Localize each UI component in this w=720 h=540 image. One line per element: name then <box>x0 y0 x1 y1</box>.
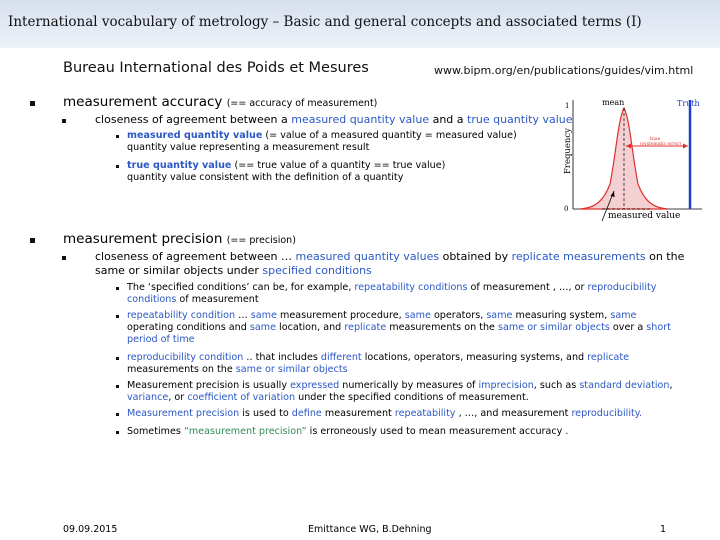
title-bar <box>0 0 720 48</box>
term: standard deviation <box>579 380 670 391</box>
bias-sublabel: (systematic error) <box>640 142 682 147</box>
term: replicate <box>344 322 387 333</box>
text-run: location, and <box>275 322 345 333</box>
text-run: closeness of agreement between … <box>95 250 296 263</box>
text-run: … <box>235 310 251 321</box>
y-tick-top: 1 <box>565 102 570 110</box>
text-run: over a <box>609 322 647 333</box>
text-run: operators, <box>430 310 487 321</box>
accuracy-definition <box>95 113 573 127</box>
true-quantity-value-item <box>127 160 547 184</box>
precision-bullet-repeatability <box>127 310 679 346</box>
term: different <box>320 352 362 363</box>
term: same <box>404 310 431 321</box>
mean-label: mean <box>602 98 625 107</box>
text-run: measurements on the <box>127 364 236 375</box>
text-run: .. that includes <box>243 352 321 363</box>
y-tick-bottom: 0 <box>564 205 569 213</box>
bullet <box>30 101 35 106</box>
term: define <box>291 408 322 419</box>
term: true quantity value <box>127 160 232 171</box>
precision-bullet-definition-use <box>127 408 679 420</box>
term: repeatability conditions <box>354 282 468 293</box>
text-run: The ‘specified conditions’ can be, for example, <box>127 282 355 293</box>
term: period of time <box>127 334 195 345</box>
term: coefficient of variation <box>187 392 296 403</box>
text-run: same or similar objects under <box>95 264 263 277</box>
term: same <box>250 310 277 321</box>
text-run: and a <box>429 113 468 126</box>
page-number: 1 <box>660 524 667 535</box>
accuracy-note: (== accuracy of measurement) <box>226 98 378 109</box>
text-run: measuring system, <box>512 310 611 321</box>
term: short <box>646 322 671 333</box>
precision-bullet-reproducibility <box>127 352 679 376</box>
text-run: Measurement precision is usually <box>127 380 291 391</box>
bullet <box>62 256 66 260</box>
term: same <box>249 322 276 333</box>
bullet <box>116 357 119 360</box>
term: variance <box>127 392 169 403</box>
text-run: is used to <box>239 408 292 419</box>
text-run: is erroneously used to mean measurement accuracy . <box>306 426 569 437</box>
precision-definition <box>95 250 695 278</box>
text-run: on the <box>645 250 685 263</box>
footer-date: 09.09.2015 <box>63 524 118 535</box>
precision-bullet-specified-conditions <box>127 282 679 306</box>
text-run: measurement procedure, <box>276 310 405 321</box>
term-specified-conditions: specified conditions <box>262 264 372 277</box>
precision-term: measurement precision <box>63 231 223 247</box>
term-true-quantity-value: true quantity value <box>467 113 573 126</box>
text-run: measurement <box>321 408 395 419</box>
term: same or similar objects <box>498 322 610 333</box>
term: reproducibility <box>587 282 657 293</box>
text-run: closeness of agreement between a <box>95 113 292 126</box>
precision-note: (== precision) <box>226 235 296 246</box>
footer-author: Emittance WG, B.Dehning <box>308 524 432 535</box>
bullet <box>62 119 66 123</box>
note: (== true value of a quantity == true value) <box>231 160 446 171</box>
term: repeatability <box>394 408 456 419</box>
bullet <box>116 385 119 388</box>
term: same <box>486 310 513 321</box>
accuracy-diagram <box>556 92 706 228</box>
text-run: Sometimes <box>127 426 184 437</box>
definition: quantity value consistent with the definition of a quantity <box>127 172 404 183</box>
accuracy-heading <box>63 94 377 110</box>
term: Measurement precision <box>127 408 240 419</box>
text-run: under the specified conditions of measurement. <box>295 392 529 403</box>
source-url: www.bipm.org/en/publications/guides/vim.html <box>434 64 694 77</box>
note: (= value of a measured quantity = measured value) <box>262 130 517 141</box>
measured-quantity-value-item <box>127 130 547 154</box>
text-run: locations, operators, measuring systems, and <box>361 352 588 363</box>
term: “measurement precision” <box>183 426 307 437</box>
bullet <box>30 238 35 243</box>
text-run: , or <box>168 392 188 403</box>
bullet <box>116 165 119 168</box>
term: reproducibility condition <box>127 352 244 363</box>
text-run: operating conditions and <box>127 322 250 333</box>
term: same <box>610 310 637 321</box>
bias-label: bias <box>650 136 661 142</box>
text-run: obtained by <box>439 250 512 263</box>
slide-title: International vocabulary of metrology – Basic and general concepts and associated terms (I) <box>8 14 642 30</box>
text-run: of measurement , …, or <box>467 282 588 293</box>
term-replicate-measurements: replicate measurements <box>511 250 646 263</box>
text-run: , such as <box>533 380 580 391</box>
precision-bullet-expression <box>127 380 679 404</box>
bullet <box>116 287 119 290</box>
bullet <box>116 413 119 416</box>
x-axis-label: measured value <box>608 211 681 221</box>
accuracy-term: measurement accuracy <box>63 94 223 110</box>
bullet <box>116 315 119 318</box>
truth-label: Truth <box>677 99 700 108</box>
bullet <box>116 135 119 138</box>
text-run: of measurement <box>176 294 259 305</box>
text-run: , <box>669 380 673 391</box>
term: replicate <box>587 352 630 363</box>
text-run: numerically by measures of <box>339 380 479 391</box>
term-measured-quantity-value: measured quantity value <box>291 113 430 126</box>
term: measured quantity value <box>127 130 263 141</box>
definition: quantity value representing a measurement result <box>127 142 370 153</box>
y-axis-label: Frequency <box>563 128 573 174</box>
term: repeatability condition <box>127 310 236 321</box>
term: same or similar objects <box>235 364 348 375</box>
term-measured-quantity-values: measured quantity values <box>295 250 440 263</box>
bullet <box>116 431 119 434</box>
term: reproducibility. <box>571 408 643 419</box>
term: imprecision <box>478 380 534 391</box>
organization-name: Bureau International des Poids et Mesures <box>63 60 369 76</box>
term: conditions <box>127 294 177 305</box>
term: expressed <box>290 380 340 391</box>
precision-bullet-misuse <box>127 426 679 438</box>
bias-arrowhead-right <box>683 144 688 149</box>
text-run: , …, and measurement <box>455 408 572 419</box>
text-run: measurements on the <box>386 322 499 333</box>
precision-heading <box>63 231 296 247</box>
